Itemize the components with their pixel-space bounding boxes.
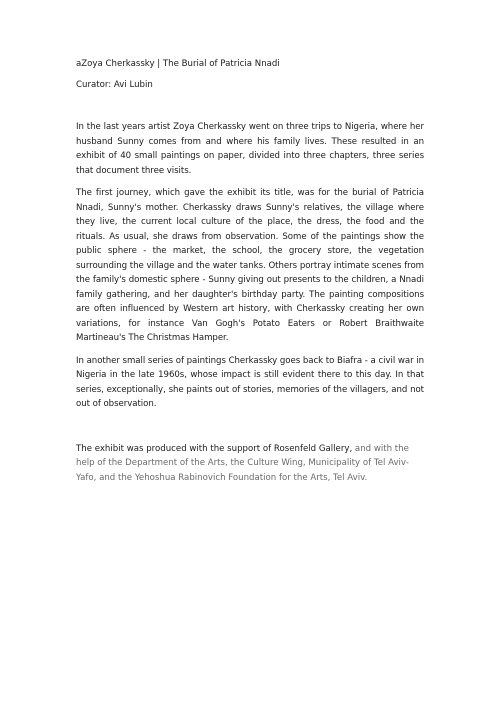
paragraph-intro: In the last years artist Zoya Cherkassky went on three trips to Nigeria, where her husband Sunny comes from and where his family lives. These resulted in an exhibit of 40 small paintings on paper, divided into three chapters, three series that document three visits.: [76, 122, 424, 176]
body-text: [76, 120, 424, 412]
credits-help: and with the help of the Department of the Arts, the Culture Wing, Municipality of Tel Aviv-Yafo, and the Yehoshua Rabinovich Foundation for the Arts, Tel Aviv.: [76, 443, 409, 483]
credits-support: The exhibit was produced with the support of Rosenfeld Gallery,: [76, 443, 353, 454]
page-title: aZoya Cherkassky | The Burial of Patricia Nnadi: [76, 59, 280, 69]
document-page: [76, 58, 424, 494]
paragraph-first-journey: The first journey, which gave the exhibit its title, was for the burial of Patricia Nnadi, Sunny's mother. Cherkassky draws Sunny's relatives, the village where they live, the current local culture of the place, the dress, the food and the rituals. As usual, she draws from observation. Some of the paintings show the public sphere - the market, the school, the grocery store, the vegetation surrounding the village and the water tanks. Others portray intimate scenes from the family's domestic sphere - Sunny giving out presents to the children, a Nnadi family gathering, and her daughter's birthday party. The painting compositions are often influenced by Western art history, with Cherkassky creating her own variations, for instance Van Gogh's Potato Eaters or Robert Braithwaite Martineau's The Christmas Hamper.: [76, 188, 424, 343]
curator-line: Curator: Avi Lubin: [76, 80, 153, 90]
paragraph-biafra-series: In another small series of paintings Cherkassky goes back to Biafra - a civil war in Nigeria in the late 1960s, whose impact is still evident there to this day. In that series, exceptionally, she paints out of stories, memories of the villagers, and not out of observation.: [76, 355, 424, 409]
credits: [76, 442, 424, 486]
